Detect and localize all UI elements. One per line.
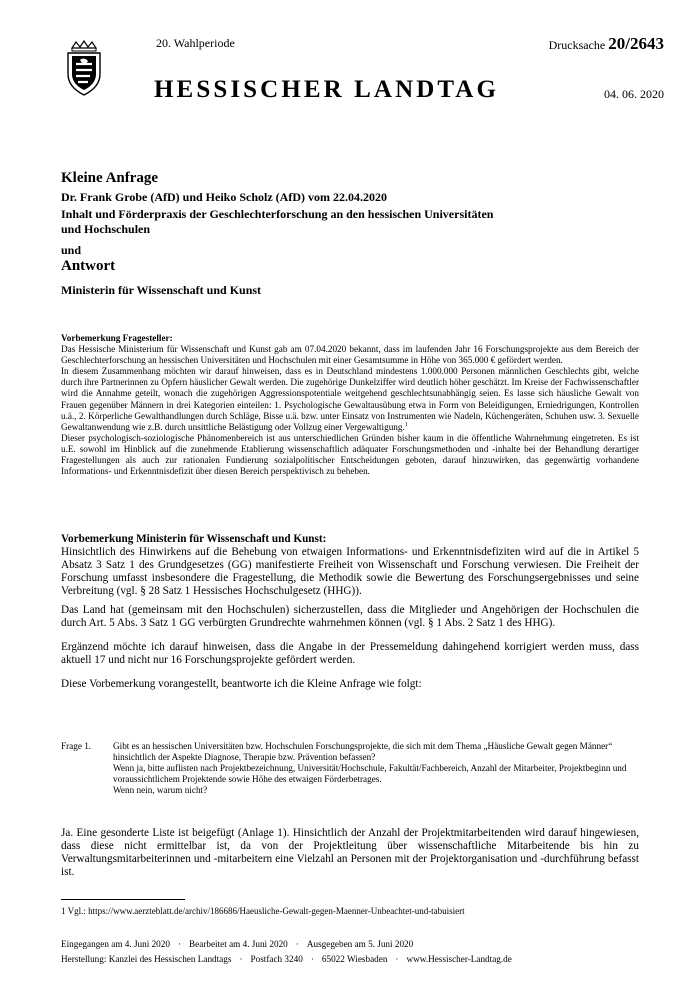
eingegangen: Eingegangen am 4. Juni 2020 (61, 939, 170, 949)
frage-1-text (113, 741, 639, 796)
ort: 65022 Wiesbaden (321, 954, 388, 964)
ausgegeben: Ausgegeben am 5. Juni 2020 (306, 939, 414, 949)
herstellung: Herstellung: Kanzlei des Hessischen Landtags (61, 954, 232, 964)
landtag-title: HESSISCHER LANDTAG (154, 76, 499, 103)
ministerin-paragraph-1: Hinsichtlich des Hinwirkens auf die Behebung von etwaigen Informations- und Erkenntnisdefiziten wird auf die in Artikel 5 Absatz 3 Satz 1 des Grundgesetzes (GG) manifestierte Freiheit von Wissenschaft und Forschung verwiesen. Die Freiheit der Forschung umfasst insbesondere die Fragestellung, die Methodik sowie die Bewertung des Forschungsergebnisses und seine Verbreitung (vgl. § 28 Satz 1 Hessisches Hochschulgesetz (HHG)). (61, 546, 639, 597)
footer-separator: · (239, 954, 243, 964)
drucksache-label: Drucksache (548, 38, 606, 52)
drucksache-number: 20/2643 (608, 34, 664, 53)
ministerin-paragraph-4: Diese Vorbemerkung vorangestellt, beantworte ich die Kleine Anfrage wie folgt: (61, 678, 422, 690)
postfach: Postfach 3240 (250, 954, 303, 964)
anfrage-title (61, 207, 641, 237)
authors-line: Dr. Frank Grobe (AfD) und Heiko Scholz (AfD) vom 22.04.2020 (61, 190, 387, 204)
wahlperiode: 20. Wahlperiode (156, 36, 235, 50)
vorbemerkung-fragesteller (61, 333, 639, 477)
kleine-anfrage-heading: Kleine Anfrage (61, 170, 159, 186)
ministerin-paragraph-2: Das Land hat (gemeinsam mit den Hochschulen) sicherzustellen, dass die Mitglieder und Angehörigen der Hochschulen die durch Art. 5 Abs. 3 Satz 1 GG verbürgten Grundrechte wahrnehmen können (vgl. § 1 Abs. 2 Satz 1 des HHG). (61, 604, 639, 629)
antwort-1: Ja. Eine gesonderte Liste ist beigefügt (Anlage 1). Hinsichtlich der Anzahl der Projektmitarbeitenden wird darauf hingewiesen, dass diese nicht ermittelbar ist, da von der Projektleitung über wissenschaftliche Mitarbeitende bis hin zu Verwaltungsmitarbeiterinnen und -mitarbeitern eine Vielzahl an Personen mit der Projektorganisation und -durchführung befasst ist. (61, 827, 639, 878)
fragesteller-paragraph-2-text: In diesem Zusammenhang möchten wir darauf hinweisen, dass es in Deutschland mindestens 1.000.000 Personen männlichen Geschlechts gibt, welche durch ihre Partnerinnen zu Opfern häuslicher Gewalt werden. Die zugehörige Dunkelziffer wird deutlich höher geschätzt. Im Kreise der Fachwissenschaftler wird die Annahme geteilt, wonach die zugehörigen Aggressionspotentiale weitgehend geschlechtsunabhängig seien. Es lasse sich häusliche Gewalt von Frauen gegenüber Männern in drei Kategorien einteilen: 1. Psychologische Gewaltausübung etwa in Form von Beleidigungen, Erniedrigungen, Kontrollen u.ä., 2. Körperliche Gewalthandlungen durch Schläge, Bisse u.ä. bzw. unter Einsatz von Instrumenten wie Nadeln, Küchengeräten, Schuhen usw. 3. Sexuelle Gewaltanwendung wie z.B. durch unsittliche Belästigung oder Vollzug einer Vergewaltigung. (61, 366, 639, 432)
document-date: 04. 06. 2020 (604, 87, 664, 101)
frage-1 (61, 741, 639, 796)
fragesteller-paragraph-2 (61, 366, 639, 433)
footnote-reference: 1 (404, 421, 408, 428)
drucksache (549, 34, 664, 54)
frage-1-paragraph-3: Wenn nein, warum nicht? (113, 785, 208, 795)
frage-1-label: Frage 1. (61, 741, 92, 751)
bearbeitet: Bearbeitet am 4. Juni 2020 (189, 939, 288, 949)
website-link[interactable]: www.Hessischer-Landtag.de (406, 954, 512, 964)
footer-separator: · (310, 954, 314, 964)
anfrage-title-line1: Inhalt und Förderpraxis der Geschlechterforschung an den hessischen Universitäten (61, 207, 494, 221)
ministerin-paragraph-3: Ergänzend möchte ich darauf hinweisen, dass die Angabe in der Pressemeldung dahingehend korrigiert werden muss, dass aktuell 17 und nicht nur 16 Forschungsprojekte gefördert werden. (61, 641, 639, 666)
fragesteller-paragraph-3: Dieser psychologisch-soziologische Phänomenbereich ist aus unterschiedlichen Gründen bisher kaum in die öffentliche Wahrnehmung eingetreten. Es ist u.E. sowohl im Hinblick auf die zunehmende Etablierung wissenschaftlich adäquater Forschungsmethoden und -inhalte bei der Behandlung derartiger Fragestellungen als auch zur rationalen Fundierung sozialpolitischer Entscheidungen geboten, darauf hinzuwirken, das gegenwärtig vorhandene Informations- und Erkenntnisdefizit über diesen Bereich perspektivisch zu beheben. (61, 432, 639, 477)
antwort-heading: Antwort (61, 258, 116, 274)
fragesteller-paragraph-1: Das Hessische Ministerium für Wissenschaft und Kunst gab am 07.04.2020 bekannt, dass im laufenden Jahr 16 Forschungsprojekte aus dem Bereich der Geschlechterforschung an hessischen Universitäten und Hochschulen mit einer Gesamtsumme in Höhe von 365.000 € gefördert werden. (61, 344, 639, 366)
vorbemerkung-ministerin-heading: Vorbemerkung Ministerin für Wissenschaft und Kunst: (61, 533, 327, 545)
anfrage-title-line2: und Hochschulen (61, 222, 151, 236)
ministerin-line: Ministerin für Wissenschaft und Kunst (61, 283, 262, 297)
footer-publisher (61, 954, 512, 964)
footnote-divider (61, 899, 185, 900)
frage-1-paragraph-1: Gibt es an hessischen Universitäten bzw. Hochschulen Forschungsprojekte, die sich mit dem Thema „Häusliche Gewalt gegen Männer“ hinsichtlich der Aspekte Diagnose, Therapie bzw. Prävention befassen? (113, 741, 613, 762)
footer-separator: · (295, 939, 299, 949)
footer-separator: · (177, 939, 182, 949)
footer-dates (61, 939, 413, 949)
footer-separator: · (395, 954, 399, 964)
und-label: und (61, 243, 82, 257)
footnote: 1 Vgl.: https://www.aerzteblatt.de/archiv/186686/Haeusliche-Gewalt-gegen-Maenner-Unbeachtet-und-tabuisiert (61, 906, 465, 916)
hessen-coat-of-arms-icon (64, 40, 104, 96)
frage-1-paragraph-2: Wenn ja, bitte auflisten nach Projektbezeichnung, Universität/Hochschule, Fakultät/Fachbereich, Anzahl der Mitarbeiter, Projektbeginn und voraussichtlichem Projektende sowie Höhe des etwaigen Förderbetrages. (113, 763, 627, 784)
vorbemerkung-ministerin (61, 533, 639, 691)
vorbemerkung-fragesteller-heading: Vorbemerkung Fragesteller: (61, 333, 173, 343)
